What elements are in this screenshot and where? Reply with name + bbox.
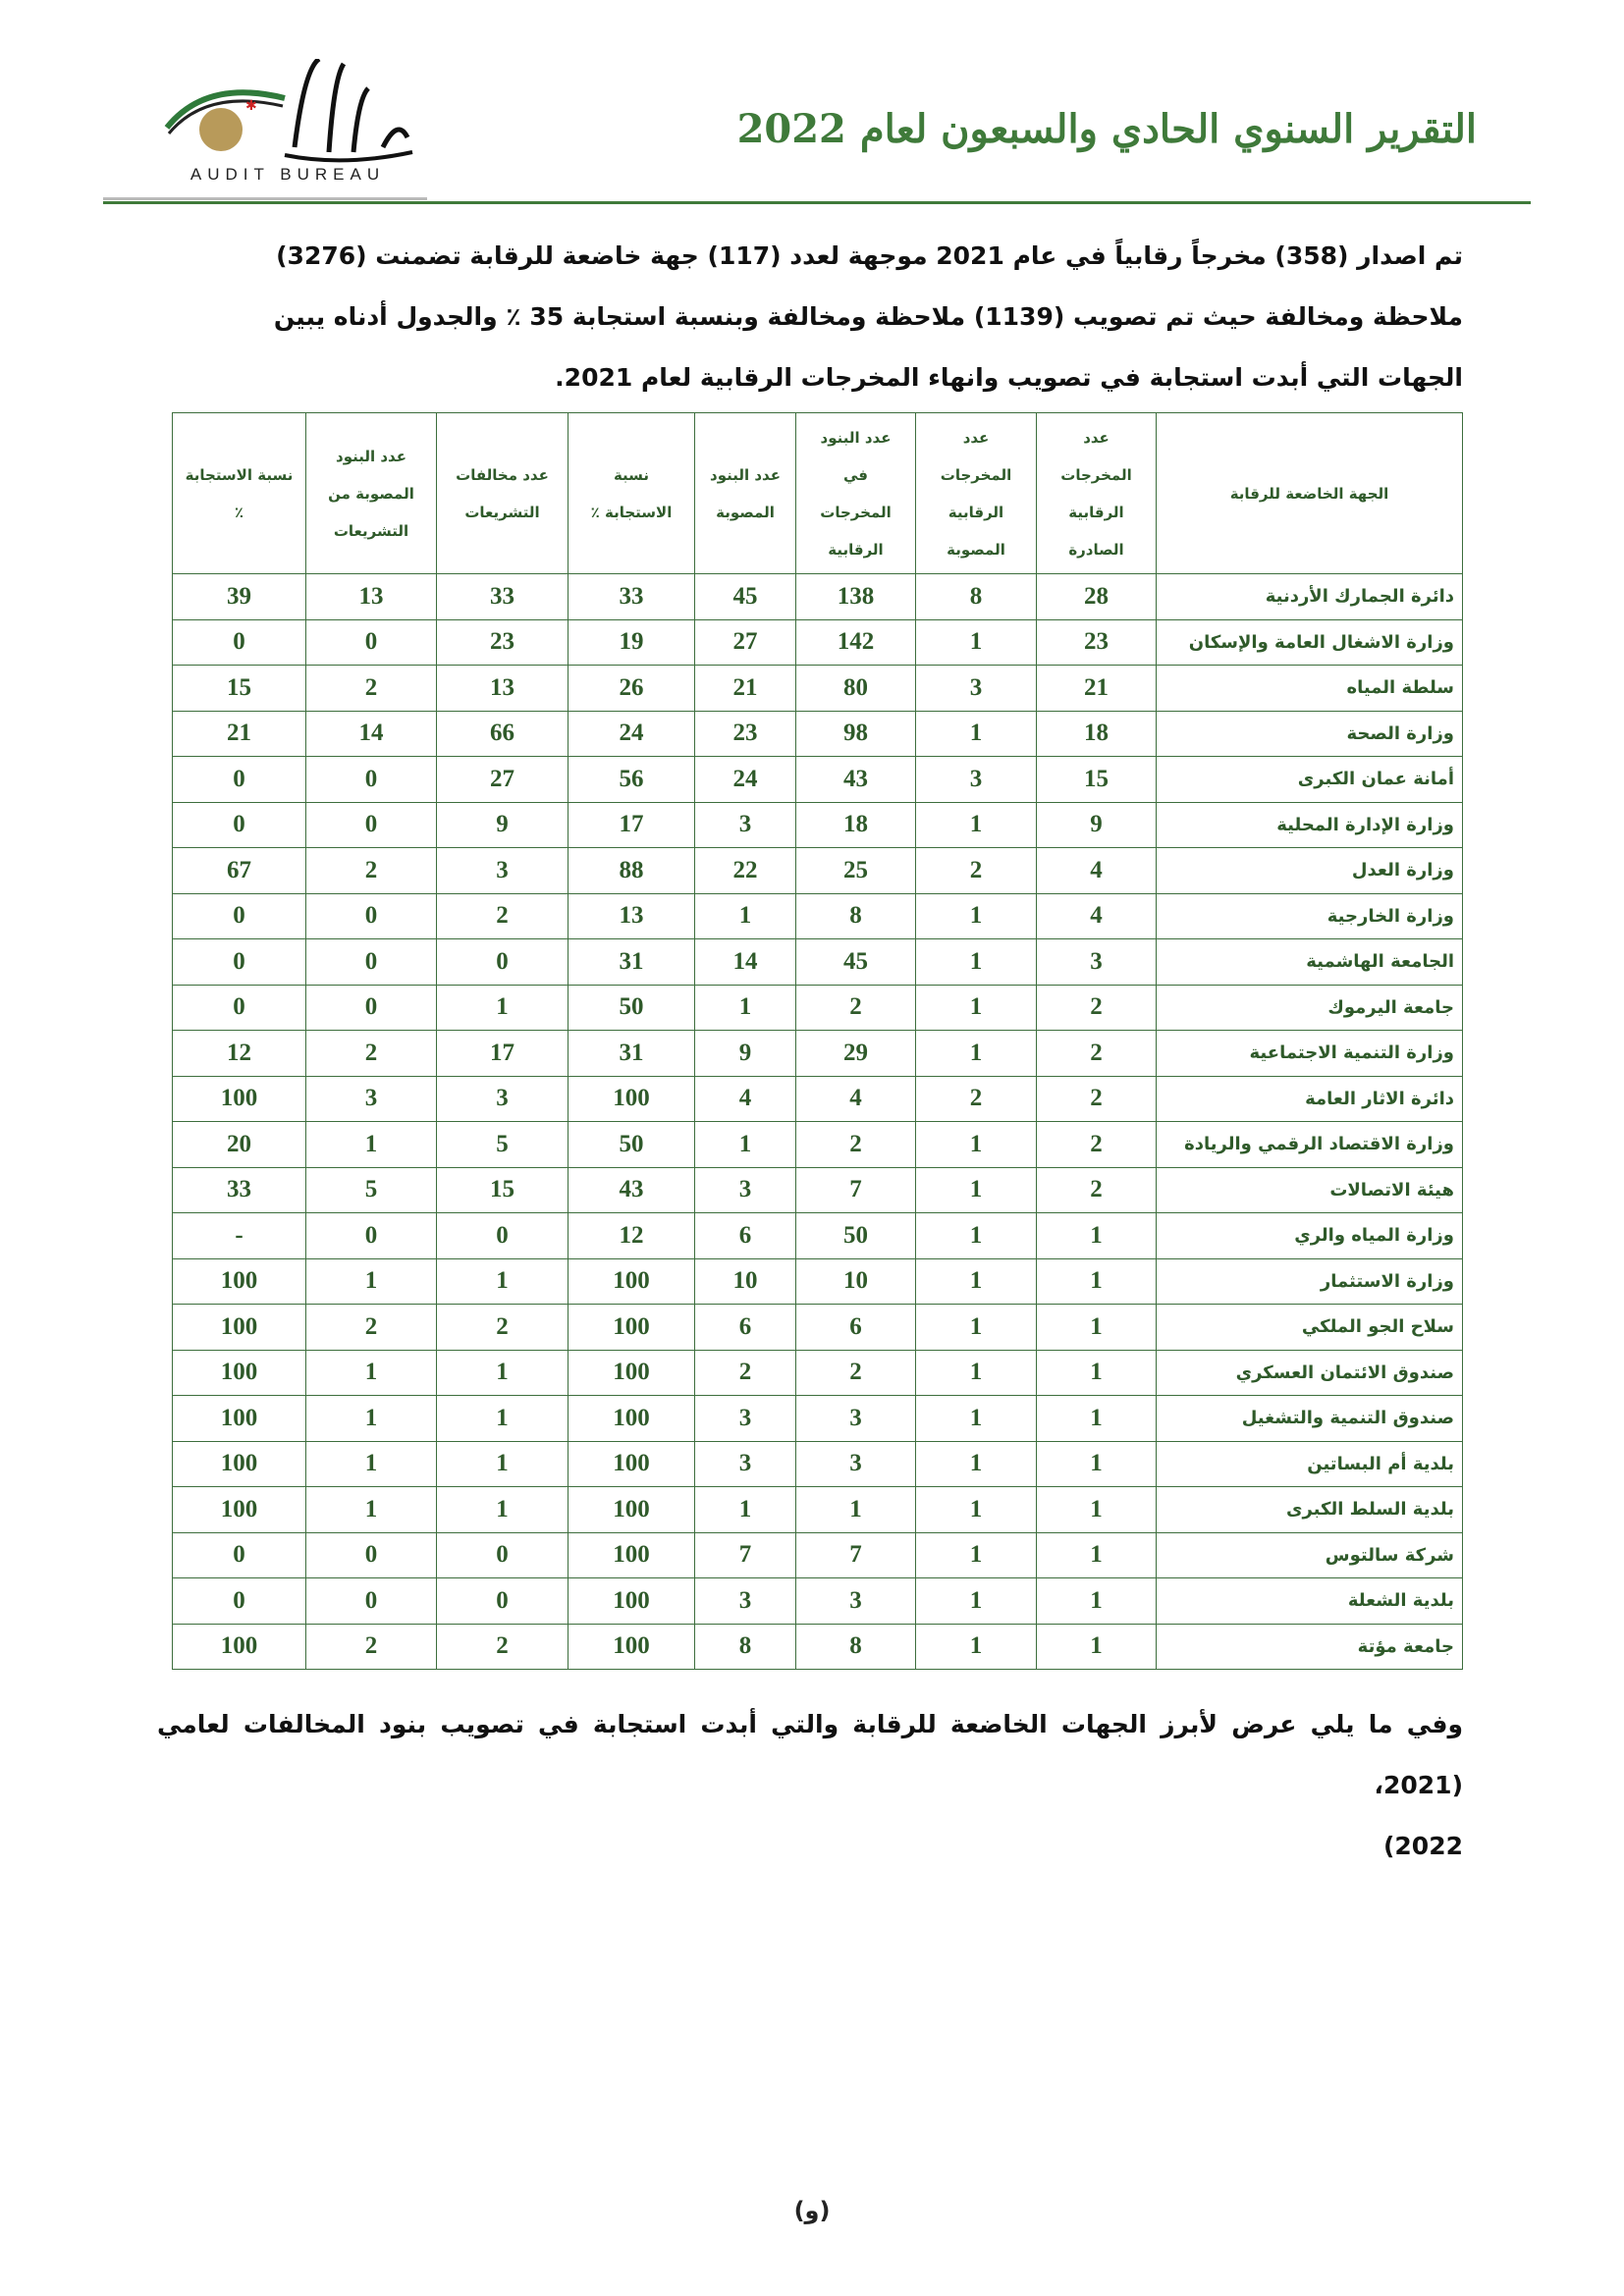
value-cell: 4	[695, 1076, 796, 1122]
table-row	[173, 574, 1463, 620]
value-cell: 2	[695, 1350, 796, 1396]
svg-text:✱: ✱	[245, 98, 257, 114]
value-cell: 8	[695, 1624, 796, 1670]
value-cell: 100	[568, 1350, 695, 1396]
table-row	[173, 757, 1463, 803]
value-cell: 0	[173, 757, 306, 803]
entity-name-cell: بلدية الشعلة	[1157, 1578, 1463, 1625]
value-cell: 1	[796, 1487, 916, 1533]
value-cell: 100	[568, 1441, 695, 1487]
value-cell: 2	[796, 985, 916, 1031]
value-cell: 0	[437, 1213, 568, 1259]
value-cell: 100	[568, 1532, 695, 1578]
column-header: عدد البنود في المخرجات الرقابية	[796, 413, 916, 574]
column-header: عدد المخرجات الرقابية المصوبة	[916, 413, 1037, 574]
entity-name-cell: وزارة الاشغال العامة والإسكان	[1157, 619, 1463, 666]
value-cell: 12	[173, 1031, 306, 1077]
table-row	[173, 985, 1463, 1031]
value-cell: 2	[796, 1122, 916, 1168]
column-header: عدد البنود المصوبة	[695, 413, 796, 574]
value-cell: 50	[796, 1213, 916, 1259]
entity-name-cell: وزارة العدل	[1157, 848, 1463, 894]
value-cell: 17	[568, 802, 695, 848]
value-cell: -	[173, 1213, 306, 1259]
value-cell: 3	[437, 1076, 568, 1122]
value-cell: 18	[1037, 711, 1157, 757]
value-cell: 56	[568, 757, 695, 803]
value-cell: 100	[173, 1396, 306, 1442]
table-row	[173, 711, 1463, 757]
value-cell: 1	[437, 1396, 568, 1442]
value-cell: 100	[173, 1441, 306, 1487]
value-cell: 3	[796, 1578, 916, 1625]
value-cell: 2	[916, 1076, 1037, 1122]
value-cell: 1	[916, 802, 1037, 848]
value-cell: 2	[1037, 1122, 1157, 1168]
value-cell: 1	[916, 619, 1037, 666]
value-cell: 1	[916, 1487, 1037, 1533]
value-cell: 100	[568, 1487, 695, 1533]
value-cell: 0	[437, 1578, 568, 1625]
value-cell: 66	[437, 711, 568, 757]
value-cell: 8	[916, 574, 1037, 620]
column-header: نسبة الاستجابة ٪	[173, 413, 306, 574]
value-cell: 1	[695, 893, 796, 939]
value-cell: 1	[1037, 1350, 1157, 1396]
value-cell: 6	[796, 1305, 916, 1351]
value-cell: 4	[1037, 893, 1157, 939]
value-cell: 8	[796, 1624, 916, 1670]
value-cell: 43	[568, 1167, 695, 1213]
value-cell: 100	[173, 1487, 306, 1533]
value-cell: 15	[1037, 757, 1157, 803]
value-cell: 1	[306, 1396, 437, 1442]
entity-name-cell: وزارة الصحة	[1157, 711, 1463, 757]
value-cell: 31	[568, 1031, 695, 1077]
value-cell: 25	[796, 848, 916, 894]
value-cell: 4	[1037, 848, 1157, 894]
value-cell: 1	[916, 985, 1037, 1031]
intro-line-2: ملاحظة ومخالفة حيث تم تصويب (1139) ملاحظة ومخالفة وبنسبة استجابة 35 ٪ والجدول أدناه يبين	[273, 302, 1463, 331]
value-cell: 31	[568, 939, 695, 986]
value-cell: 12	[568, 1213, 695, 1259]
table-row	[173, 1624, 1463, 1670]
value-cell: 0	[173, 802, 306, 848]
value-cell: 0	[173, 893, 306, 939]
value-cell: 14	[306, 711, 437, 757]
value-cell: 80	[796, 666, 916, 712]
value-cell: 88	[568, 848, 695, 894]
value-cell: 3	[695, 802, 796, 848]
value-cell: 100	[568, 1624, 695, 1670]
value-cell: 15	[437, 1167, 568, 1213]
value-cell: 1	[437, 985, 568, 1031]
value-cell: 33	[568, 574, 695, 620]
value-cell: 6	[695, 1305, 796, 1351]
value-cell: 1	[916, 1624, 1037, 1670]
value-cell: 0	[306, 1578, 437, 1625]
intro-line-1: تم اصدار (358) مخرجاً رقابياً في عام 2021 موجهة لعدد (117) جهة خاضعة للرقابة تضمنت (3276)	[276, 241, 1463, 270]
value-cell: 2	[1037, 1167, 1157, 1213]
value-cell: 1	[437, 1487, 568, 1533]
table-row	[173, 1031, 1463, 1077]
value-cell: 9	[695, 1031, 796, 1077]
value-cell: 1	[306, 1122, 437, 1168]
value-cell: 100	[568, 1396, 695, 1442]
entity-name-cell: الجامعة الهاشمية	[1157, 939, 1463, 986]
entity-name-cell: وزارة الإدارة المحلية	[1157, 802, 1463, 848]
value-cell: 3	[695, 1578, 796, 1625]
value-cell: 33	[173, 1167, 306, 1213]
entity-name-cell: بلدية أم البساتين	[1157, 1441, 1463, 1487]
value-cell: 1	[1037, 1578, 1157, 1625]
value-cell: 8	[796, 893, 916, 939]
value-cell: 2	[306, 1624, 437, 1670]
value-cell: 1	[916, 1532, 1037, 1578]
value-cell: 0	[173, 939, 306, 986]
value-cell: 0	[306, 985, 437, 1031]
value-cell: 3	[916, 757, 1037, 803]
value-cell: 1	[1037, 1258, 1157, 1305]
table-row	[173, 1076, 1463, 1122]
table-row	[173, 802, 1463, 848]
value-cell: 13	[568, 893, 695, 939]
column-header: عدد مخالفات التشريعات	[437, 413, 568, 574]
entity-name-cell: جامعة مؤتة	[1157, 1624, 1463, 1670]
value-cell: 9	[1037, 802, 1157, 848]
value-cell: 0	[306, 619, 437, 666]
value-cell: 1	[916, 939, 1037, 986]
value-cell: 0	[306, 893, 437, 939]
value-cell: 21	[1037, 666, 1157, 712]
entity-name-cell: وزارة الاقتصاد الرقمي والريادة	[1157, 1122, 1463, 1168]
value-cell: 10	[695, 1258, 796, 1305]
value-cell: 0	[173, 1532, 306, 1578]
entity-name-cell: بلدية السلط الكبرى	[1157, 1487, 1463, 1533]
value-cell: 3	[796, 1441, 916, 1487]
value-cell: 3	[695, 1441, 796, 1487]
value-cell: 3	[916, 666, 1037, 712]
table-row	[173, 1487, 1463, 1533]
value-cell: 1	[1037, 1624, 1157, 1670]
entity-name-cell: شركة سالتوس	[1157, 1532, 1463, 1578]
value-cell: 5	[306, 1167, 437, 1213]
value-cell: 1	[306, 1258, 437, 1305]
value-cell: 1	[916, 1258, 1037, 1305]
value-cell: 2	[306, 848, 437, 894]
value-cell: 18	[796, 802, 916, 848]
value-cell: 3	[695, 1167, 796, 1213]
entity-name-cell: سلاح الجو الملكي	[1157, 1305, 1463, 1351]
value-cell: 3	[437, 848, 568, 894]
value-cell: 98	[796, 711, 916, 757]
value-cell: 100	[173, 1305, 306, 1351]
value-cell: 13	[306, 574, 437, 620]
table-row	[173, 1578, 1463, 1625]
table-row	[173, 666, 1463, 712]
value-cell: 100	[568, 1076, 695, 1122]
value-cell: 45	[695, 574, 796, 620]
page-title: التقرير السنوي الحادي والسبعون لعام 2022	[736, 106, 1477, 152]
value-cell: 26	[568, 666, 695, 712]
value-cell: 1	[916, 1031, 1037, 1077]
value-cell: 1	[916, 1578, 1037, 1625]
value-cell: 1	[916, 711, 1037, 757]
value-cell: 1	[916, 1213, 1037, 1259]
value-cell: 100	[173, 1350, 306, 1396]
value-cell: 45	[796, 939, 916, 986]
value-cell: 17	[437, 1031, 568, 1077]
table-row	[173, 1305, 1463, 1351]
value-cell: 7	[796, 1167, 916, 1213]
intro-line-3: الجهات التي أبدت استجابة في تصويب وانهاء المخرجات الرقابية لعام 2021.	[555, 363, 1463, 392]
value-cell: 13	[437, 666, 568, 712]
response-table	[172, 412, 1463, 1670]
value-cell: 142	[796, 619, 916, 666]
value-cell: 138	[796, 574, 916, 620]
value-cell: 1	[916, 1350, 1037, 1396]
value-cell: 2	[1037, 985, 1157, 1031]
value-cell: 2	[796, 1350, 916, 1396]
value-cell: 100	[568, 1305, 695, 1351]
value-cell: 7	[695, 1532, 796, 1578]
value-cell: 1	[916, 1167, 1037, 1213]
value-cell: 19	[568, 619, 695, 666]
entity-name-cell: وزارة التنمية الاجتماعية	[1157, 1031, 1463, 1077]
value-cell: 28	[1037, 574, 1157, 620]
outro-line-1: وفي ما يلي عرض لأبرز الجهات الخاضعة للرقابة والتي أبدت استجابة في تصويب بنود المخالفات لعامي (2021،	[157, 1710, 1463, 1799]
table-row	[173, 1167, 1463, 1213]
value-cell: 23	[695, 711, 796, 757]
table-row	[173, 893, 1463, 939]
value-cell: 1	[695, 1122, 796, 1168]
value-cell: 2	[916, 848, 1037, 894]
value-cell: 0	[437, 939, 568, 986]
value-cell: 1	[306, 1350, 437, 1396]
value-cell: 100	[173, 1624, 306, 1670]
value-cell: 3	[695, 1396, 796, 1442]
value-cell: 1	[916, 1396, 1037, 1442]
value-cell: 7	[796, 1532, 916, 1578]
value-cell: 1	[1037, 1487, 1157, 1533]
value-cell: 0	[306, 802, 437, 848]
value-cell: 2	[306, 666, 437, 712]
value-cell: 0	[173, 1578, 306, 1625]
value-cell: 24	[568, 711, 695, 757]
value-cell: 27	[437, 757, 568, 803]
value-cell: 100	[173, 1258, 306, 1305]
value-cell: 23	[437, 619, 568, 666]
table-row	[173, 1258, 1463, 1305]
value-cell: 24	[695, 757, 796, 803]
entity-name-cell: صندوق التنمية والتشغيل	[1157, 1396, 1463, 1442]
entity-name-cell: وزارة الخارجية	[1157, 893, 1463, 939]
value-cell: 14	[695, 939, 796, 986]
value-cell: 1	[437, 1350, 568, 1396]
value-cell: 50	[568, 985, 695, 1031]
value-cell: 1	[1037, 1441, 1157, 1487]
table-row	[173, 848, 1463, 894]
value-cell: 1	[916, 1441, 1037, 1487]
value-cell: 0	[173, 985, 306, 1031]
value-cell: 20	[173, 1122, 306, 1168]
entity-name-cell: سلطة المياه	[1157, 666, 1463, 712]
value-cell: 2	[306, 1305, 437, 1351]
value-cell: 0	[306, 1213, 437, 1259]
column-header: عدد البنود المصوبة من التشريعات	[306, 413, 437, 574]
value-cell: 0	[306, 939, 437, 986]
outro-line-2: 2022)	[1382, 1832, 1463, 1860]
value-cell: 29	[796, 1031, 916, 1077]
entity-name-cell: أمانة عمان الكبرى	[1157, 757, 1463, 803]
value-cell: 21	[695, 666, 796, 712]
value-cell: 2	[306, 1031, 437, 1077]
value-cell: 1	[306, 1441, 437, 1487]
value-cell: 15	[173, 666, 306, 712]
value-cell: 21	[173, 711, 306, 757]
value-cell: 100	[568, 1258, 695, 1305]
table-row	[173, 939, 1463, 986]
value-cell: 1	[1037, 1213, 1157, 1259]
logo-english-text: AUDIT BUREAU	[189, 165, 386, 184]
intro-paragraph	[157, 226, 1463, 408]
header-divider	[103, 201, 1531, 204]
value-cell: 1	[916, 1122, 1037, 1168]
value-cell: 3	[796, 1396, 916, 1442]
value-cell: 2	[437, 1305, 568, 1351]
value-cell: 33	[437, 574, 568, 620]
value-cell: 0	[173, 619, 306, 666]
column-header: الجهة الخاضعة للرقابة	[1157, 413, 1463, 574]
table-row	[173, 1213, 1463, 1259]
value-cell: 5	[437, 1122, 568, 1168]
table-row	[173, 1350, 1463, 1396]
entity-name-cell: جامعة اليرموك	[1157, 985, 1463, 1031]
entity-name-cell: صندوق الائتمان العسكري	[1157, 1350, 1463, 1396]
entity-name-cell: وزارة المياه والري	[1157, 1213, 1463, 1259]
value-cell: 2	[1037, 1031, 1157, 1077]
value-cell: 67	[173, 848, 306, 894]
entity-name-cell: هيئة الاتصالات	[1157, 1167, 1463, 1213]
value-cell: 2	[437, 1624, 568, 1670]
value-cell: 1	[695, 1487, 796, 1533]
value-cell: 3	[306, 1076, 437, 1122]
value-cell: 50	[568, 1122, 695, 1168]
value-cell: 1	[437, 1441, 568, 1487]
value-cell: 0	[306, 757, 437, 803]
value-cell: 1	[437, 1258, 568, 1305]
value-cell: 0	[437, 1532, 568, 1578]
column-header: عدد المخرجات الرقابية الصادرة	[1037, 413, 1157, 574]
entity-name-cell: دائرة الجمارك الأردنية	[1157, 574, 1463, 620]
table-header-row	[173, 413, 1463, 574]
outro-paragraph	[157, 1694, 1463, 1877]
table-row	[173, 619, 1463, 666]
value-cell: 6	[695, 1213, 796, 1259]
column-header: نسبة الاستجابة ٪	[568, 413, 695, 574]
page-number: (و)	[793, 2197, 831, 2224]
table-row	[173, 1441, 1463, 1487]
table-row	[173, 1396, 1463, 1442]
value-cell: 1	[1037, 1532, 1157, 1578]
value-cell: 3	[1037, 939, 1157, 986]
value-cell: 2	[1037, 1076, 1157, 1122]
value-cell: 100	[568, 1578, 695, 1625]
value-cell: 100	[173, 1076, 306, 1122]
table-row	[173, 1532, 1463, 1578]
value-cell: 1	[695, 985, 796, 1031]
table-row	[173, 1122, 1463, 1168]
value-cell: 10	[796, 1258, 916, 1305]
value-cell: 1	[1037, 1305, 1157, 1351]
value-cell: 4	[796, 1076, 916, 1122]
header-rule-grey	[103, 197, 427, 200]
entity-name-cell: دائرة الاثار العامة	[1157, 1076, 1463, 1122]
value-cell: 22	[695, 848, 796, 894]
value-cell: 27	[695, 619, 796, 666]
value-cell: 39	[173, 574, 306, 620]
value-cell: 23	[1037, 619, 1157, 666]
value-cell: 43	[796, 757, 916, 803]
value-cell: 1	[916, 1305, 1037, 1351]
value-cell: 1	[306, 1487, 437, 1533]
value-cell: 9	[437, 802, 568, 848]
value-cell: 0	[306, 1532, 437, 1578]
value-cell: 2	[437, 893, 568, 939]
entity-name-cell: وزارة الاستثمار	[1157, 1258, 1463, 1305]
value-cell: 1	[1037, 1396, 1157, 1442]
value-cell: 1	[916, 893, 1037, 939]
